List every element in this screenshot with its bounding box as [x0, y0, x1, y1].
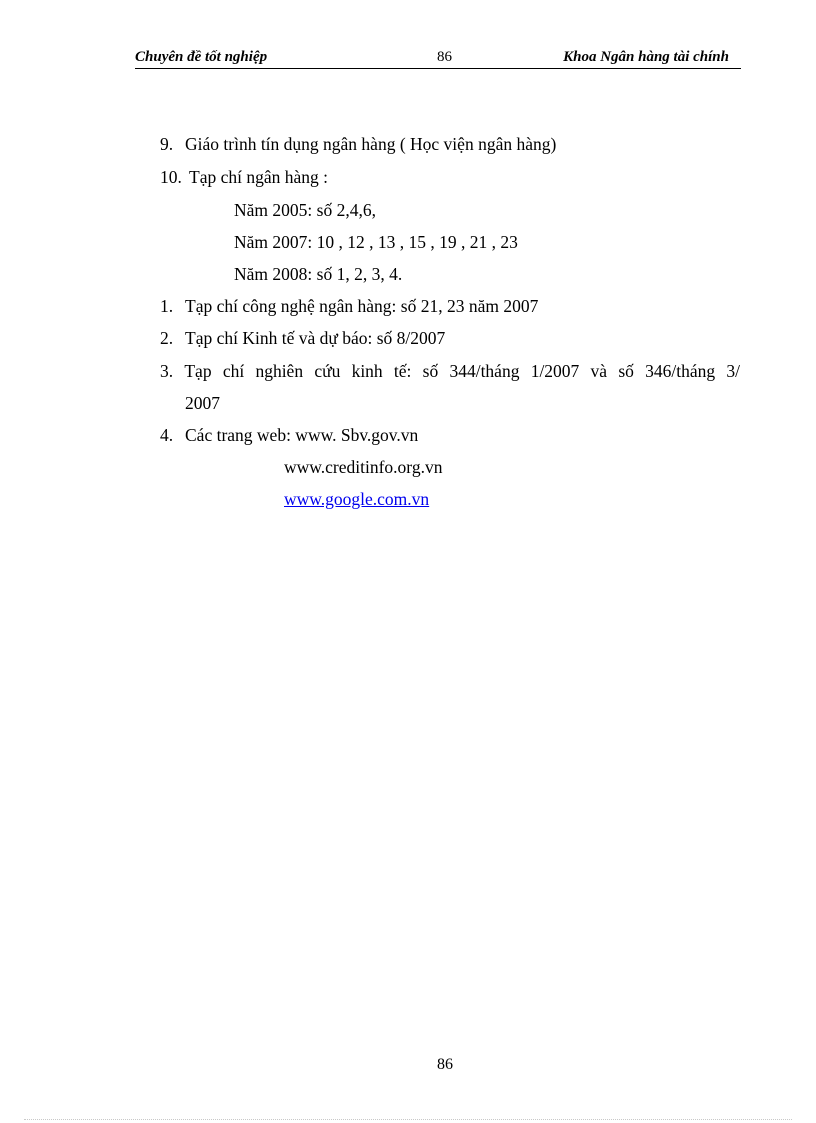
header-page-number: 86: [437, 49, 452, 65]
issue-line-2007: Năm 2007: 10 , 12 , 13 , 15 , 19 , 21 , 23: [234, 232, 518, 252]
item-word: và: [590, 361, 608, 381]
item-word: cứu: [314, 361, 341, 381]
reference-item-4: [160, 424, 418, 446]
reference-item-2: [160, 327, 445, 349]
issue-line-2005: Năm 2005: số 2,4,6,: [234, 200, 376, 220]
item-word: 1/2007: [530, 361, 580, 381]
item-number: 9.: [160, 134, 174, 154]
header-title-right: Khoa Ngân hàng tài chính: [563, 49, 729, 65]
issue-line-2008: Năm 2008: số 1, 2, 3, 4.: [234, 264, 403, 284]
reference-item-3: [160, 360, 740, 382]
item-text: Tạp chí công nghệ ngân hàng: số 21, 23 năm 2007: [185, 296, 539, 316]
page-bottom-divider: [24, 1119, 792, 1120]
item-word: kinh: [351, 361, 383, 381]
item-word: Tạp: [184, 361, 212, 381]
item-word: số: [422, 361, 439, 381]
footer-page-number: 86: [437, 1056, 453, 1073]
item-text: Tạp chí Kinh tế và dự báo: số 8/2007: [185, 328, 446, 348]
reference-item-3-continuation: 2007: [185, 393, 220, 413]
item-number: 4.: [160, 425, 174, 445]
website-creditinfo: www.creditinfo.org.vn: [284, 457, 443, 477]
item-text: Các trang web: www. Sbv.gov.vn: [185, 425, 419, 445]
item-word: 346/tháng: [645, 361, 716, 381]
item-text: Tạp chí ngân hàng :: [189, 167, 328, 187]
item-word: số: [618, 361, 634, 381]
reference-item-10: [160, 166, 328, 188]
item-number: 1.: [160, 296, 174, 316]
website-google-link[interactable]: www.google.com.vn: [284, 489, 430, 509]
page-header: [135, 48, 741, 69]
header-title-left: Chuyên đề tốt nghiệp: [135, 49, 268, 65]
reference-item-1: [160, 295, 538, 317]
item-number: 2.: [160, 328, 174, 348]
item-word: 344/tháng: [449, 361, 520, 381]
item-number: 10.: [160, 167, 182, 187]
item-word: nghiên: [255, 361, 304, 381]
item-number: 3.: [160, 361, 174, 381]
item-word: chí: [222, 361, 245, 381]
item-text: Giáo trình tín dụng ngân hàng ( Học viện ngân hàng): [185, 134, 557, 154]
reference-item-9: [160, 133, 556, 155]
item-word: 3/: [726, 361, 740, 381]
item-word: tế:: [393, 361, 412, 381]
